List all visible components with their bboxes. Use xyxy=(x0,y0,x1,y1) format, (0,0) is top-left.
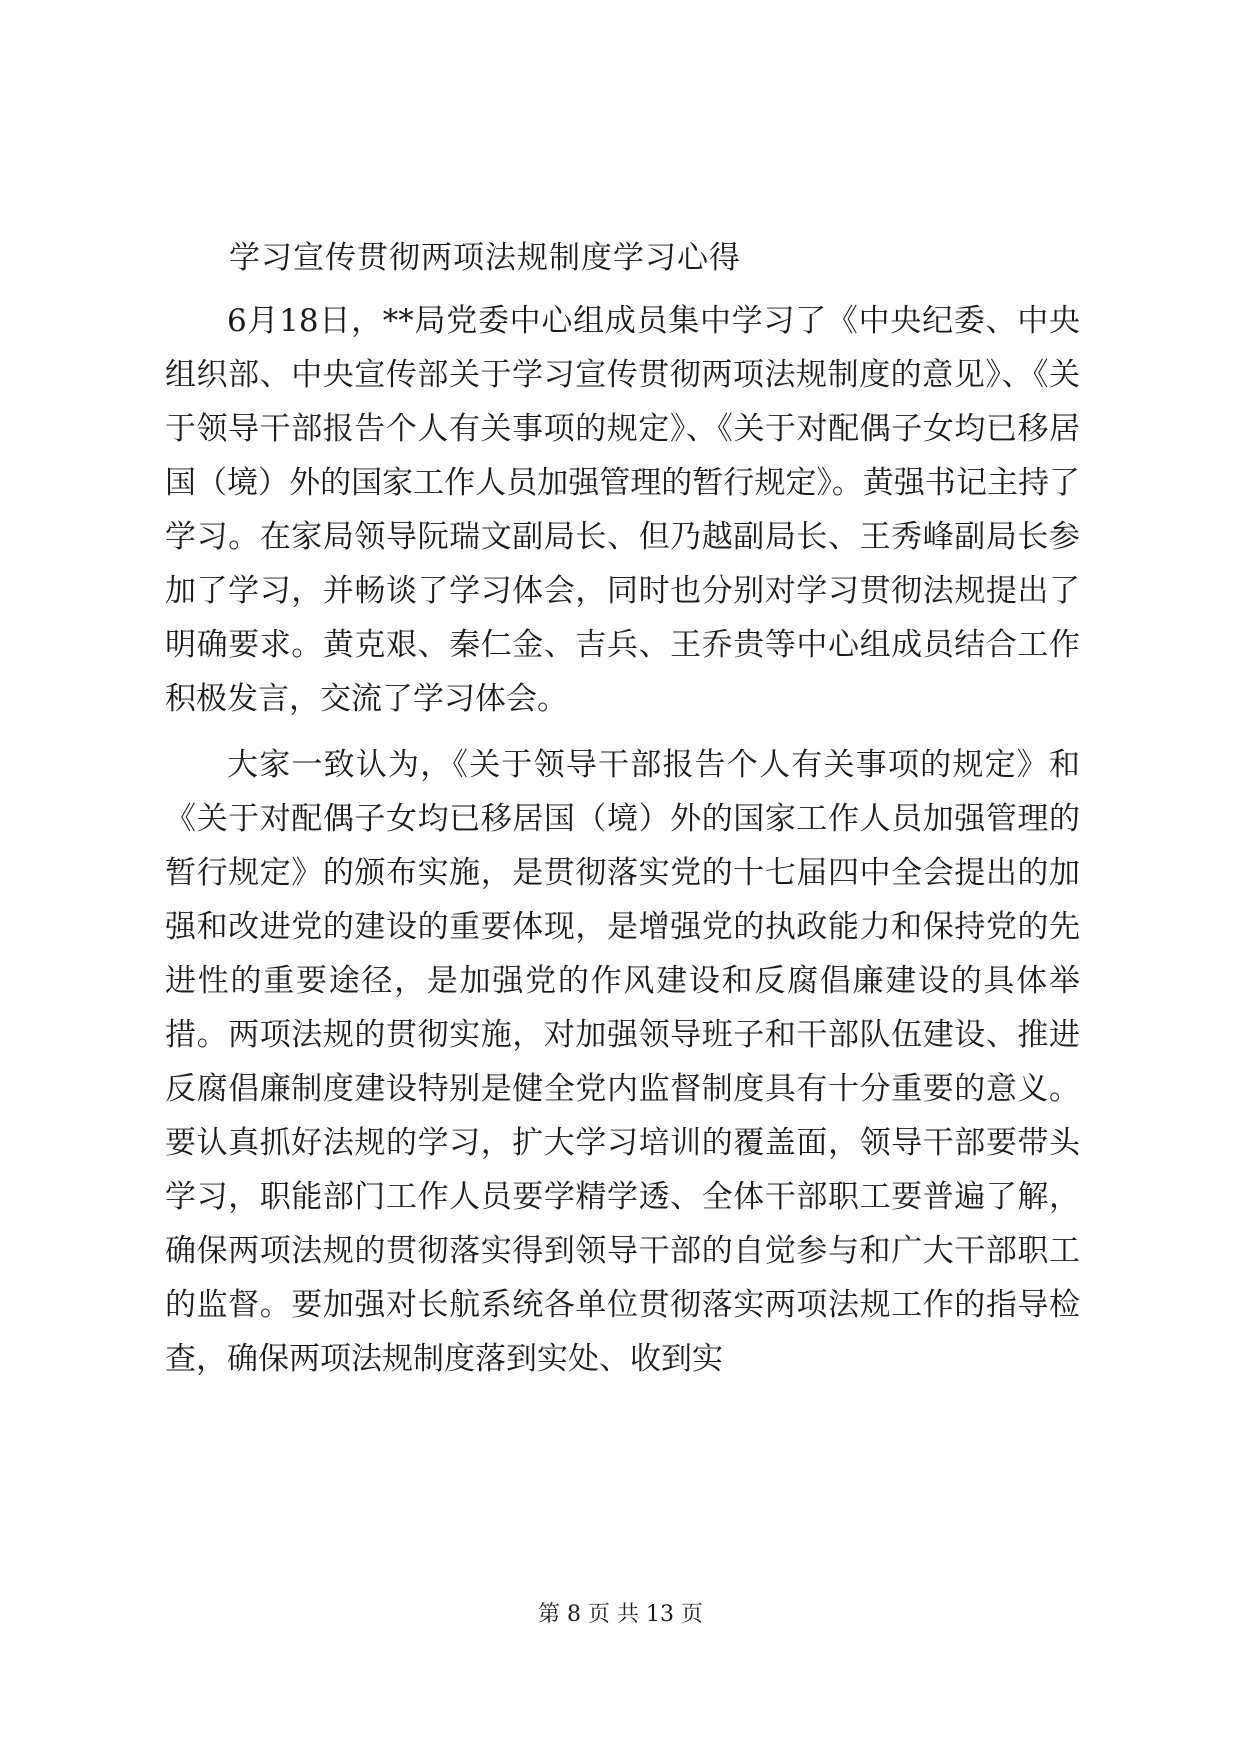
paragraph-2: 大家一致认为，《关于领导干部报告个人有关事项的规定》和《关于对配偶子女均已移居国（境）外的国家工作人员加强管理的暂行规定》的颁布实施，是贯彻落实党的十七届四中全会提出的加强和改进党的建设的重要体现，是增强党的执政能力和保持党的先进性的重要途径，是加强党的作风建设和反腐倡廉建设的具体举措。两项法规的贯彻实施，对加强领导班子和干部队伍建设、推进反腐倡廉制度建设特别是健全党内监督制度具有十分重要的意义。要认真抓好法规的学习，扩大学习培训的覆盖面，领导干部要带头学习，职能部门工作人员要学精学透、全体干部职工要普遍了解，确保两项法规的贯彻落实得到领导干部的自觉参与和广大干部职工的监督。要加强对长航系统各单位贯彻落实两项法规工作的指导检查，确保两项法规制度落到实处、收到实 xyxy=(165,747,1080,1377)
document-title: 学习宣传贯彻两项法规制度学习心得 xyxy=(229,240,741,276)
paragraph-1: 6月18日，**局党委中心组成员集中学习了《中央纪委、中央组织部、中央宣传部关于学习宣传贯彻两项法规制度的意见》、《关于领导干部报告个人有关事项的规定》、《关于对配偶子女均已移居国（境）外的国家工作人员加强管理的暂行规定》。黄强书记主持了学习。在家局领导阮瑞文副局长、但乃越副局长、王秀峰副局长参加了学习，并畅谈了学习体会，同时也分别对学习贯彻法规提出了明确要求。黄克艰、秦仁金、吉兵、王乔贵等中心组成员结合工作积极发言，交流了学习体会。 xyxy=(165,303,1080,717)
page-footer: 第 8 页 共 13 页 xyxy=(538,1602,703,1627)
document-body xyxy=(165,228,1080,1386)
